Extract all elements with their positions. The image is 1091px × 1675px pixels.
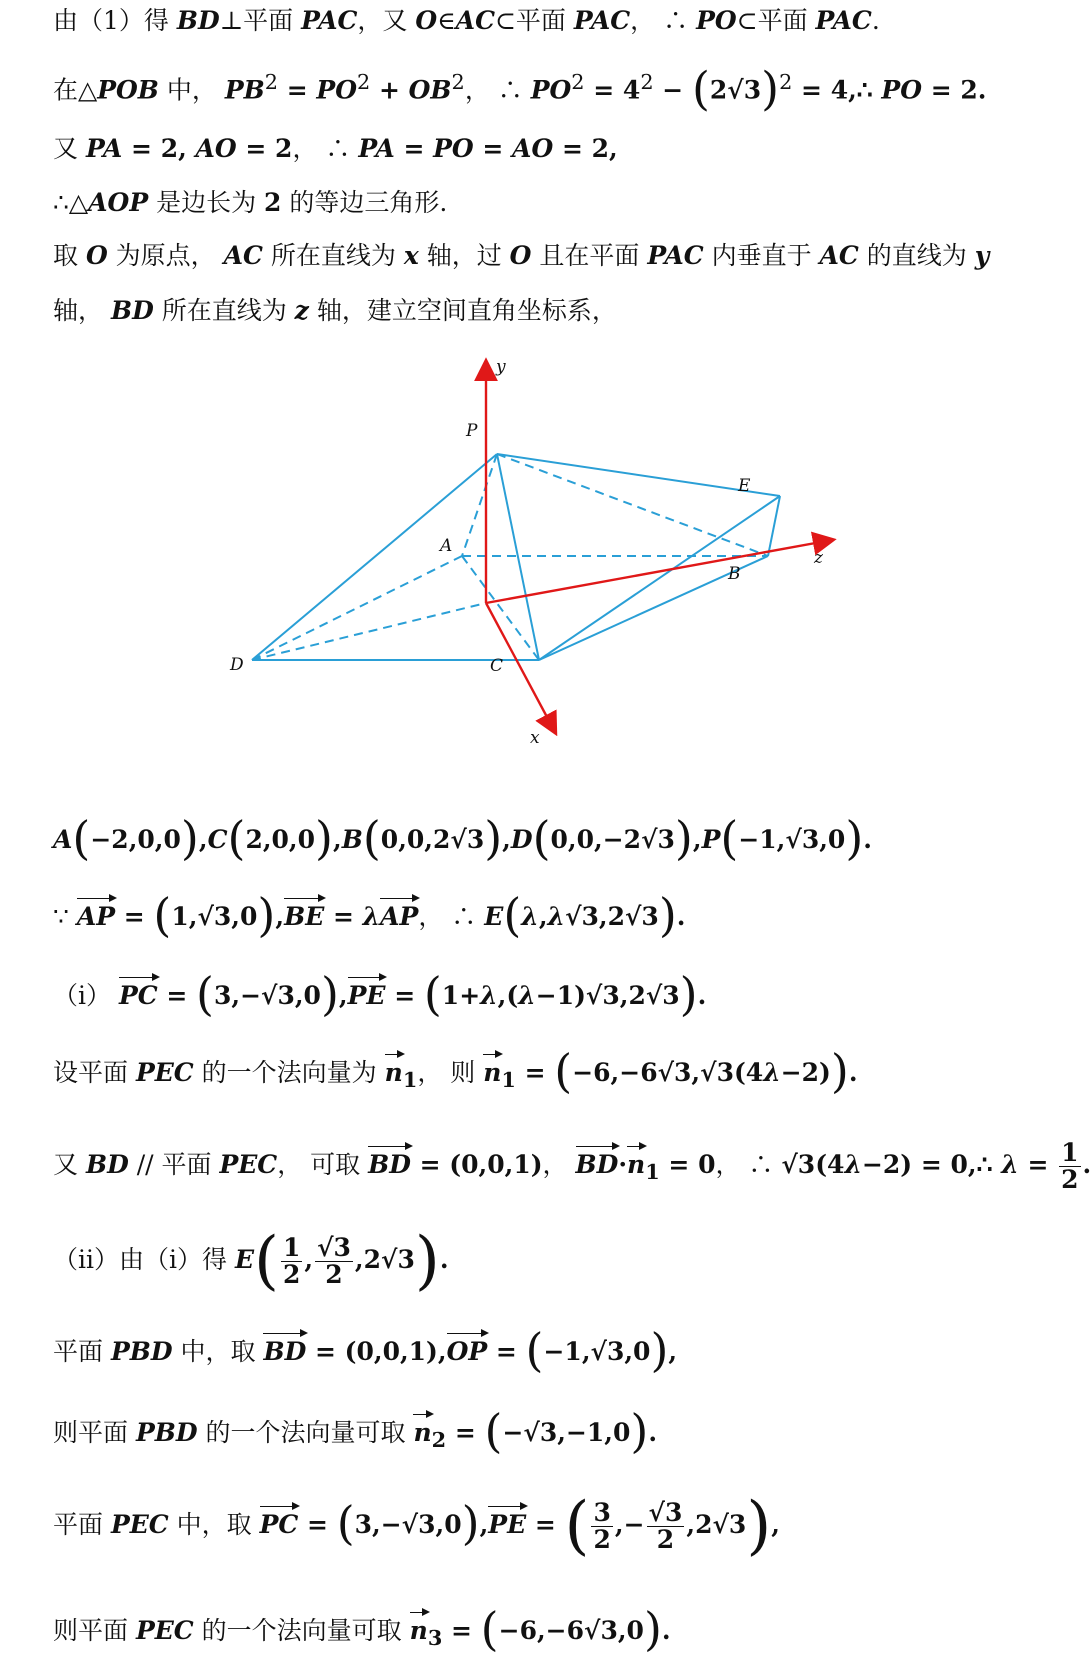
text-line-10: 设平面 PEC 的一个法向量为 $n_1$， 则 $n_1 = (-6,-6√3,√3(4\lambda-2))$. bbox=[53, 1044, 858, 1098]
text-line-6: 轴， BD 所在直线为 z 轴，建立空间直角坐标系， bbox=[53, 296, 617, 325]
label-P: P bbox=[466, 421, 478, 441]
edge-EB bbox=[768, 496, 780, 556]
text-line-9: （i） PC = (3,−√3,0),PE = (1+λ,(λ−1)√3,2√3). bbox=[53, 967, 707, 1021]
label-y: y bbox=[496, 357, 506, 377]
text-line-15: 平面 PEC 中，取 PC = (3,−√3,0),PE = ( $\frac{3}{2}$ ,− $\frac{√3}{2}$ ,2√3), bbox=[53, 1489, 780, 1563]
label-x: x bbox=[530, 728, 540, 748]
text-line-5: 取 O 为原点， AC 所在直线为 x 轴，过 O 且在平面 PAC 内垂直于 AC 的直线为 y bbox=[53, 241, 990, 270]
frac-half: $\frac{1}{2}$ bbox=[1061, 1138, 1079, 1194]
label-A: A bbox=[440, 536, 453, 556]
axis-z bbox=[486, 540, 832, 603]
text-line-16: 则平面 PEC 的一个法向量可取 $n_3 = (-6,-6√3,0)$. bbox=[53, 1602, 671, 1656]
text-line-12: （ii）由（i）得 E( $\frac{1}{2}$ , $\frac{√3}{2}$ ,2√3). bbox=[53, 1224, 449, 1298]
text-line-8: ∵ AP = (1,√3,0),BE = λAP， ∴ E(λ,λ√3,2√3). bbox=[53, 888, 686, 942]
label-D: D bbox=[230, 655, 244, 675]
text-line-3: 又 PA = 2, AO = 2， ∴ PA = PO = AO = 2, bbox=[53, 134, 618, 163]
label-z: z bbox=[814, 548, 823, 568]
text-line-14: 则平面 PBD 的一个法向量可取 $n_2 = (-√3,-1,0)$. bbox=[53, 1404, 658, 1458]
edge-PB bbox=[497, 454, 768, 556]
text-line-2: 在△POB 中， $PB^2 = PO^2 + OB^2$， ∴ $PO^2 = 4^2 - (2√3)^2$ = 4,∴ PO = 2. bbox=[53, 61, 987, 116]
label-C: C bbox=[490, 656, 504, 676]
edge-PC bbox=[497, 454, 539, 660]
text-line-7: A(−2,0,0),C(2,0,0),B(0,0,2√3),D(0,0,−2√3),P(−1,√3,0). bbox=[53, 811, 872, 865]
label-B: B bbox=[728, 564, 741, 584]
edge-CE bbox=[539, 496, 780, 660]
text-line-13: 平面 PBD 中，取 BD = (0,0,1),OP = (−1,√3,0), bbox=[53, 1323, 678, 1377]
coordinate-figure bbox=[200, 357, 880, 780]
text-line-4: ∴△AOP 是边长为 2 的等边三角形. bbox=[53, 188, 448, 217]
text-line-11: 又 BD // 平面 PEC， 可取 BD = (0,0,1)， $BD\cdot n_1 = 0$， ∴ √3(4λ−2) = 0,∴ λ = $\frac{1}{2}$ . bbox=[53, 1138, 1091, 1194]
text-line-1: 由（1）得 BD⊥平面 PAC，又 O∈AC⊂平面 PAC， ∴ PO⊂平面 PAC. bbox=[53, 6, 880, 35]
label-E: E bbox=[738, 476, 751, 496]
